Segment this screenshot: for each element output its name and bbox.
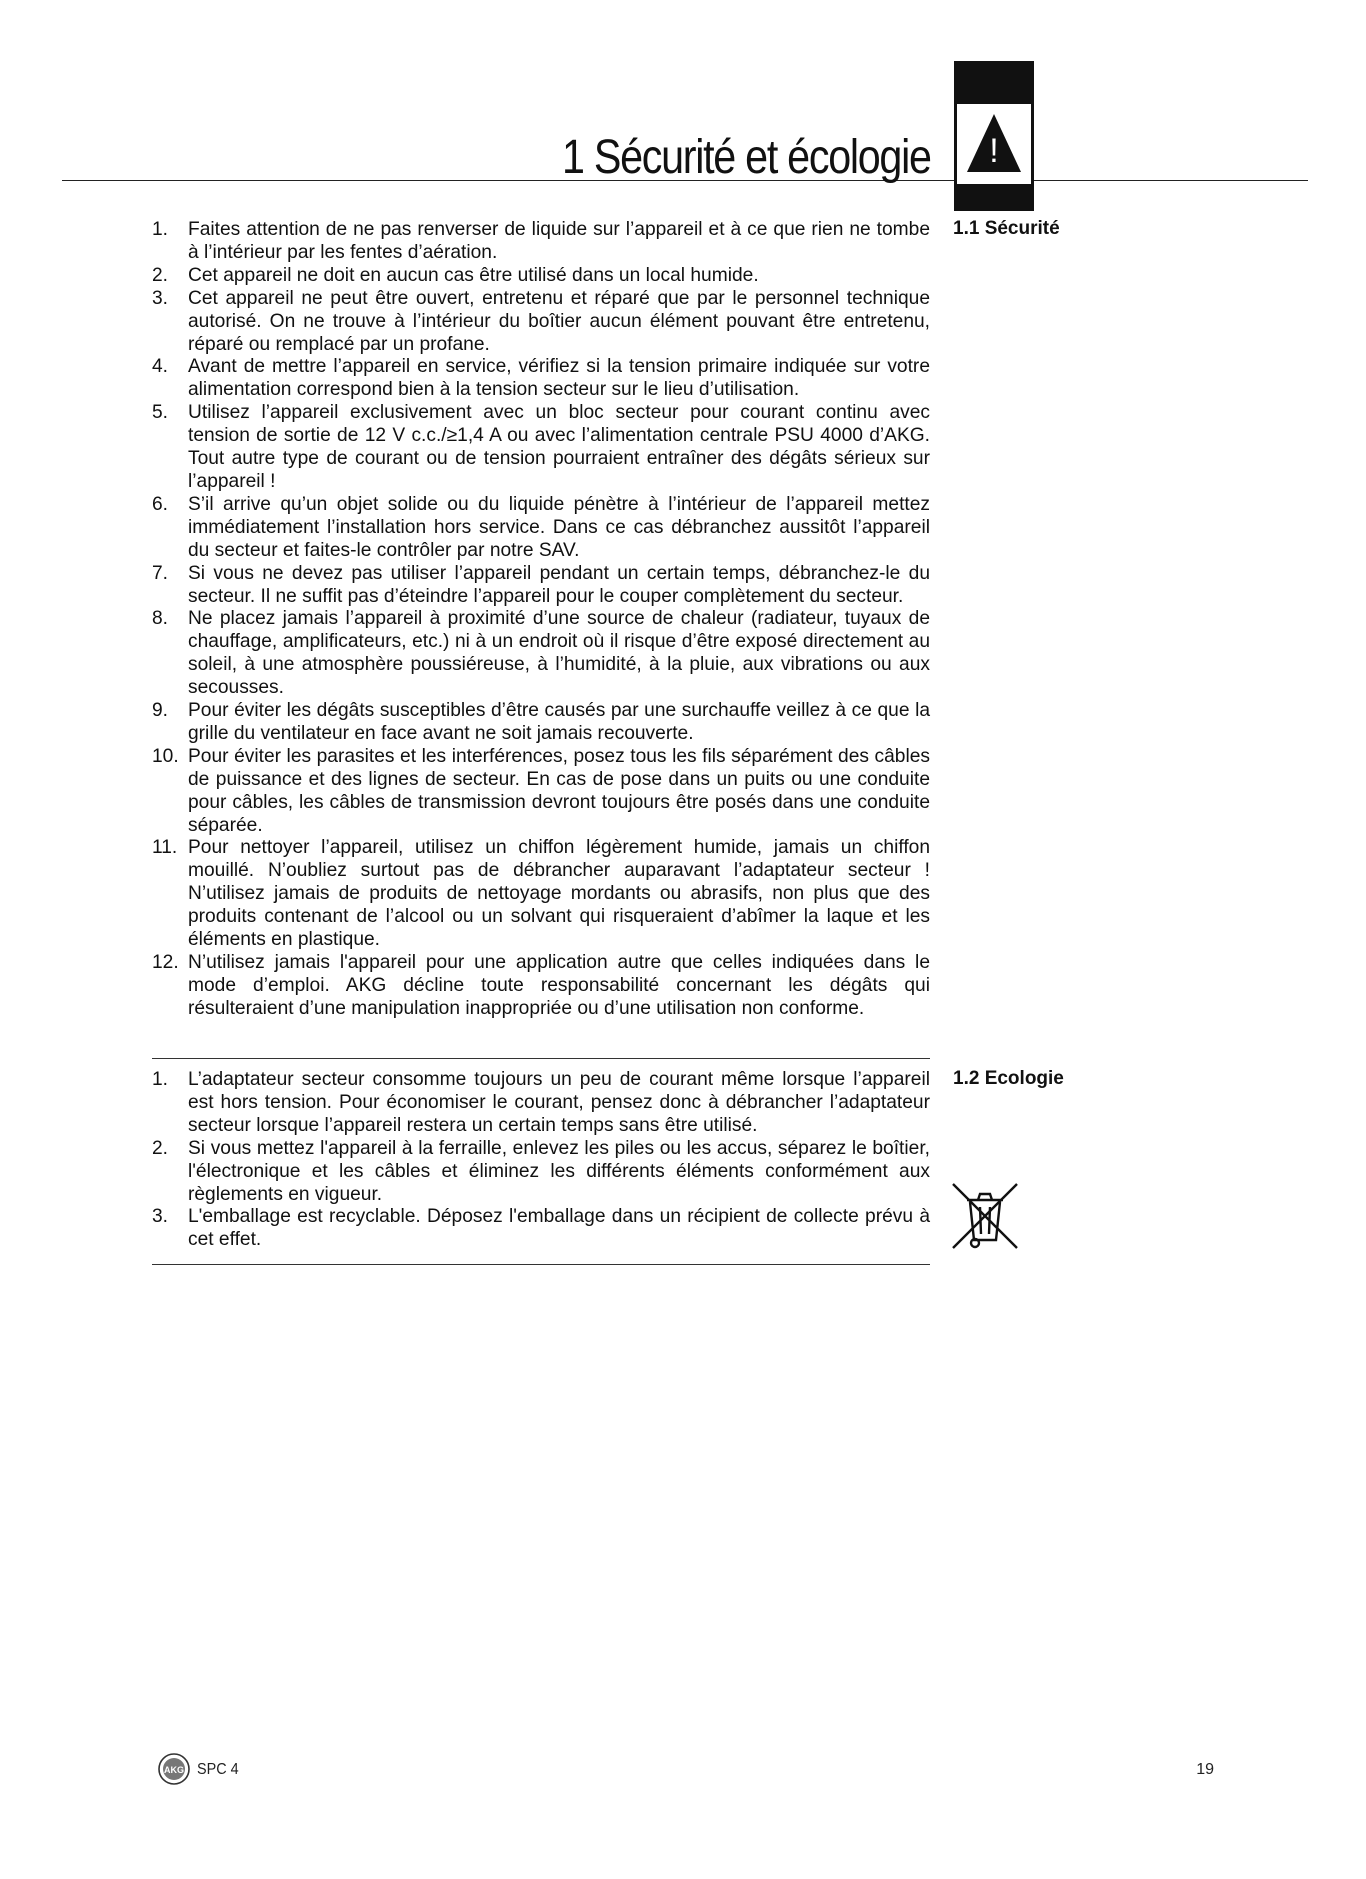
list-item: [152, 1069, 930, 1138]
item-text: L'emballage est recyclable. Déposez l'emballage dans un récipient de collecte prévu à cet effet.: [188, 1206, 930, 1251]
item-number: 7.: [152, 562, 169, 584]
item-number: 5.: [152, 402, 169, 424]
page-number: 19: [1196, 1761, 1214, 1778]
item-text: N’utilisez jamais l'appareil pour une application autre que celles indiquées dans le mode d’emploi. AKG décline toute responsabilité concernant les dégâts qui résulteraient d’une manipulation inappropriée ou d’une utilisation non conforme.: [188, 952, 930, 1019]
list-item: [152, 952, 930, 1021]
warning-box: [957, 104, 1031, 184]
list-item: [152, 219, 930, 265]
list-item: [152, 608, 930, 700]
item-text: Ne placez jamais l’appareil à proximité d’une source de chaleur (radiateur, tuyaux de chauffage, amplificateurs, etc.) ni à un endroit où il risque d’être exposé directement au soleil, à une atmosphère poussiéreuse, à l’humidité, à la pluie, aux vibrations ou aux secousses.: [188, 608, 930, 699]
item-text: Utilisez l’appareil exclusivement avec un bloc secteur pour courant continu avec tension de sortie de 12 V c.c./≥1,4 A ou avec l’alimentation centrale PSU 4000 d’AKG. Tout autre type de courant ou de tension pourraient entraîner des dégâts sérieux sur l’appareil !: [188, 402, 930, 492]
list-item: [152, 494, 930, 563]
item-number: 8.: [152, 608, 169, 630]
ecology-list: [152, 1069, 930, 1252]
item-text: Faites attention de ne pas renverser de liquide sur l’appareil et à ce que rien ne tombe à l’intérieur par les fentes d’aération.: [188, 219, 930, 263]
list-item: [152, 837, 930, 952]
item-number: 2.: [152, 1137, 169, 1159]
section-divider: [152, 1058, 930, 1059]
chapter-title: 1 Sécurité et écologie: [562, 131, 931, 184]
list-item: [152, 402, 930, 494]
item-text: Pour éviter les dégâts susceptibles d’être causés par une surchauffe veillez à ce que la grille du ventilateur en face avant ne soit jamais recouverte.: [188, 700, 930, 744]
section-heading-safety: 1.1 Sécurité: [953, 218, 1060, 239]
item-text: Si vous ne devez pas utiliser l’appareil pendant un certain temps, débranchez-le du secteur. Il ne suffit pas d’éteindre l’appareil pour le couper complètement du secteur.: [188, 562, 930, 607]
item-text: S’il arrive qu’un objet solide ou du liquide pénètre à l’intérieur de l’appareil mettez immédiatement l’installation hors service. Dans ce cas débranchez aussitôt l’appareil du secteur et faites-le contrôler par notre SAV.: [188, 493, 930, 561]
item-number: 10.: [152, 745, 179, 767]
footer-model: SPC 4: [197, 1761, 239, 1778]
item-text: Avant de mettre l’appareil en service, vérifiez si la tension primaire indiquée sur votre alimentation correspond bien à la tension secteur sur le lieu d’utilisation.: [188, 356, 930, 401]
warning-triangle-icon: [964, 110, 1024, 176]
item-number: 4.: [152, 356, 169, 378]
list-item: [152, 746, 930, 838]
item-text: Si vous mettez l'appareil à la ferraille, enlevez les piles ou les accus, séparez le boîtier, l'électronique et les câbles et éliminez les différents éléments conformément aux règlements en vigueur.: [188, 1137, 930, 1205]
akg-logo-icon: [157, 1752, 191, 1786]
item-number: 2.: [152, 264, 169, 286]
item-text: Pour éviter les parasites et les interférences, posez tous les fils séparément des câbles de puissance et des lignes de secteur. En cas de pose dans un puits ou une conduite pour câbles, les câbles de transmission devront toujours être posés dans une conduite séparée.: [188, 745, 930, 836]
item-number: 6.: [152, 493, 169, 515]
item-number: 1.: [152, 1069, 169, 1090]
item-text: Cet appareil ne peut être ouvert, entretenu et réparé que par le personnel technique autorisé. On ne trouve à l’intérieur du boîtier aucun élément pouvant être entretenu, réparé ou remplacé par un profane.: [188, 287, 930, 355]
list-item: [152, 1206, 930, 1252]
item-number: 1.: [152, 219, 169, 240]
list-item: [152, 265, 930, 288]
section-heading-ecology: 1.2 Ecologie: [953, 1068, 1064, 1089]
item-text: L’adaptateur secteur consomme toujours un peu de courant même lorsque l’appareil est hors tension. Pour économiser le courant, pensez donc à débrancher l’adaptateur secteur lorsque l’appareil restera un certain temps sans être utilisé.: [188, 1069, 930, 1136]
logo-text: AKG: [164, 1765, 184, 1775]
item-number: 3.: [152, 287, 169, 309]
section-end-rule: [152, 1264, 930, 1265]
item-number: 3.: [152, 1206, 169, 1228]
safety-list: [152, 219, 930, 1021]
crossed-out-wheelie-bin-icon: [949, 1180, 1021, 1252]
item-text: Pour nettoyer l’appareil, utilisez un chiffon légèrement humide, jamais un chiffon mouillé. N’oubliez surtout pas de débrancher auparavant l’adaptateur secteur ! N’utilisez jamais de produits de nettoyage mordants ou abrasifs, non plus que des produits contenant de l’alcool ou un solvant qui risqueraient d’abîmer la laque et les éléments en plastique.: [188, 837, 930, 951]
list-item: [152, 563, 930, 609]
list-item: [152, 1138, 930, 1207]
list-item: [152, 700, 930, 746]
item-number: 9.: [152, 700, 169, 722]
item-number: 12.: [152, 952, 179, 973]
chapter-tab: [954, 61, 1034, 211]
list-item: [152, 288, 930, 357]
item-text: Cet appareil ne doit en aucun cas être utilisé dans un local humide.: [188, 264, 759, 286]
list-item: [152, 356, 930, 402]
item-number: 11.: [152, 837, 178, 859]
warning-symbol: !: [989, 132, 999, 170]
